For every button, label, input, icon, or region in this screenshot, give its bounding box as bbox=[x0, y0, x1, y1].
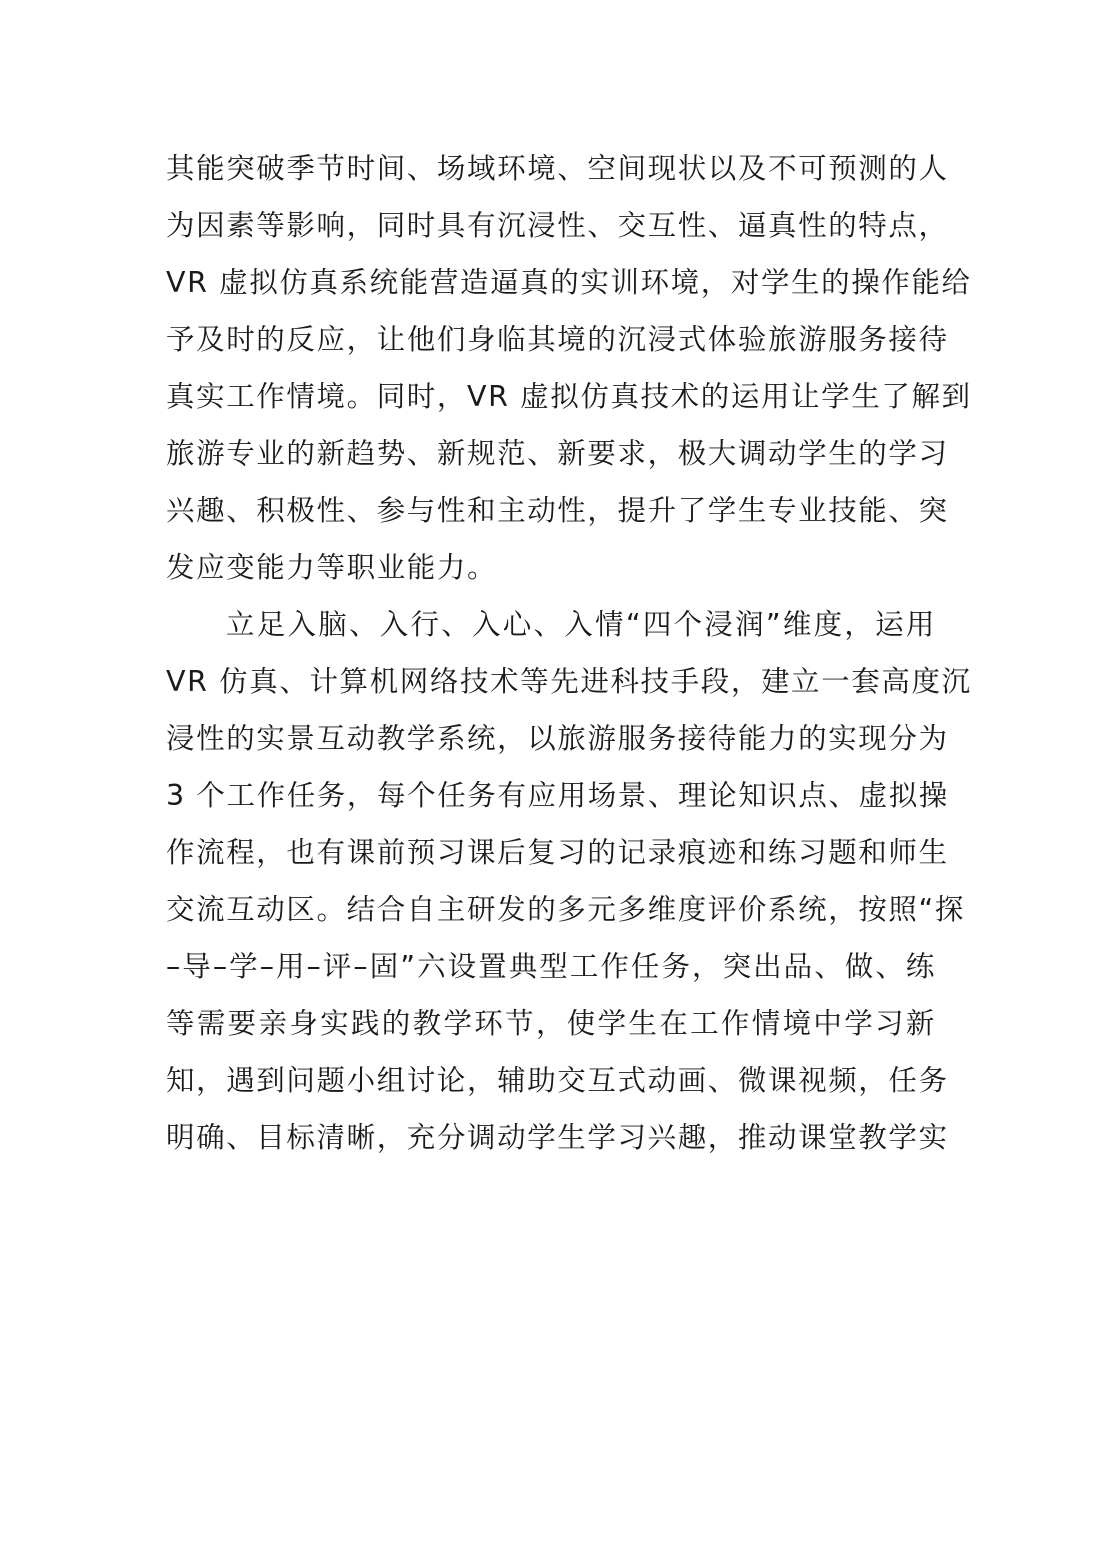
paragraph-1-line-4: 予及时的反应，让他们身临其境的沉浸式体验旅游服务接待 bbox=[166, 323, 949, 356]
paragraph-2-line-3: 浸性的实景互动教学系统，以旅游服务接待能力的实现分为 bbox=[166, 722, 949, 755]
paragraph-1-line-8: 发应变能力等职业能力。 bbox=[166, 551, 498, 584]
paragraph-2-line-1: 立足入脑、入行、入心、入情“四个浸润”维度，运用 bbox=[226, 608, 936, 641]
paragraph-2-line-2: VR 仿真、计算机网络技术等先进科技手段，建立一套高度沉 bbox=[166, 665, 972, 698]
paragraph-1-line-3: VR 虚拟仿真系统能营造逼真的实训环境，对学生的操作能给 bbox=[166, 266, 972, 299]
paragraph-2-line-4: 3 个工作任务，每个任务有应用场景、理论知识点、虚拟操 bbox=[166, 779, 949, 812]
paragraph-1-line-6: 旅游专业的新趋势、新规范、新要求，极大调动学生的学习 bbox=[166, 437, 949, 470]
paragraph-2-line-10: 明确、目标清晰，充分调动学生学习兴趣，推动课堂教学实 bbox=[166, 1121, 949, 1154]
paragraph-2-line-7: –导–学–用–评–固”六设置典型工作任务，突出品、做、练 bbox=[166, 950, 936, 983]
paragraph-2-line-9: 知，遇到问题小组讨论，辅助交互式动画、微课视频，任务 bbox=[166, 1064, 949, 1097]
paragraph-2-line-5: 作流程，也有课前预习课后复习的记录痕迹和练习题和师生 bbox=[166, 836, 949, 869]
paragraph-1-line-1: 其能突破季节时间、场域环境、空间现状以及不可预测的人 bbox=[166, 152, 949, 185]
paragraph-1-line-5: 真实工作情境。同时，VR 虚拟仿真技术的运用让学生了解到 bbox=[166, 380, 972, 413]
body-text bbox=[166, 140, 972, 1166]
paragraph-1-line-2: 为因素等影响，同时具有沉浸性、交互性、逼真性的特点， bbox=[166, 209, 949, 242]
paragraph-2-line-6: 交流互动区。结合自主研发的多元多维度评价系统，按照“探 bbox=[166, 893, 965, 926]
paragraph-1-line-7: 兴趣、积极性、参与性和主动性，提升了学生专业技能、突 bbox=[166, 494, 949, 527]
paragraph-2-line-8: 等需要亲身实践的教学环节，使学生在工作情境中学习新 bbox=[166, 1007, 936, 1040]
